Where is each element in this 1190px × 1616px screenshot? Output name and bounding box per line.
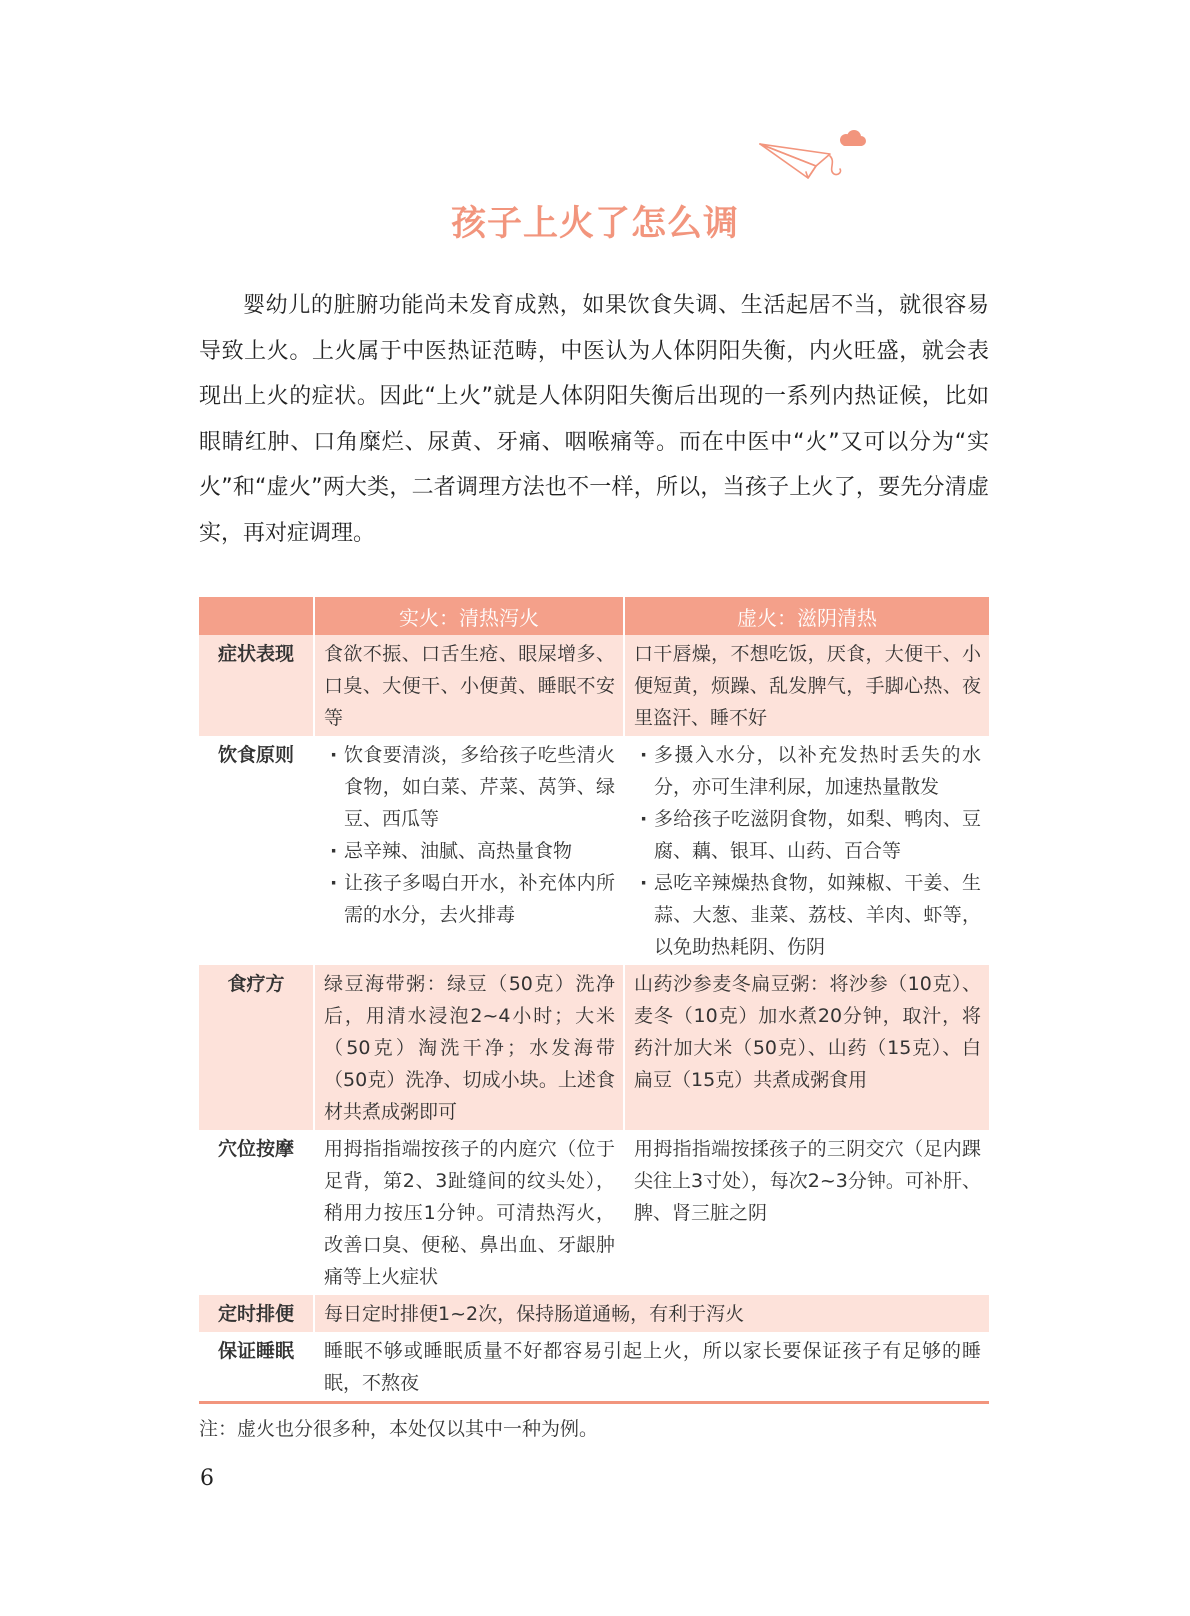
list-item: · 忌吃辛辣燥热食物，如辣椒、干姜、生蒜、大葱、韭菜、荔枝、羊肉、虾等，以免助热耗阴、伤阴 xyxy=(634,867,981,963)
row-label: 症状表现 xyxy=(199,635,314,736)
cell-shi-huo: 食欲不振、口舌生疮、眼屎增多、口臭、大便干、小便黄、睡眠不安等 xyxy=(314,635,624,736)
table-row-sleep xyxy=(199,1332,989,1403)
cloud-icon xyxy=(840,130,866,146)
list-item: · 忌辛辣、油腻、高热量食物 xyxy=(324,835,615,867)
header-xu-huo: 虚火：滋阴清热 xyxy=(624,597,989,635)
table-row-massage xyxy=(199,1130,989,1295)
footnote: 注：虚火也分很多种，本处仅以其中一种为例。 xyxy=(199,1418,599,1440)
row-label: 保证睡眠 xyxy=(217,1340,294,1362)
intro-text: 婴幼儿的脏腑功能尚未发育成熟，如果饮食失调、生活起居不当，就很容易导致上火。上火属于中医热证范畴，中医认为人体阴阳失衡，内火旺盛，就会表现出上火的症状。因此“上火”就是人体阴阳失衡后出现的一系列内热证候，比如眼睛红肿、口角糜烂、尿黄、牙痛、咽喉痛等。而在中医中“火”又可以分为“实火”和“虚火”两大类，二者调理方法也不一样，所以，当孩子上火了，要先分清虚实，再对症调理。 xyxy=(199,293,989,546)
list-item: · 多摄入水分，以补充发热时丢失的水分，亦可生津利尿，加速热量散发 xyxy=(634,739,981,803)
row-label: 穴位按摩 xyxy=(217,1138,294,1160)
comparison-table xyxy=(199,597,989,1404)
list-item: · 让孩子多喝白开水，补充体内所需的水分，去火排毒 xyxy=(324,867,615,931)
page-title: 孩子上火了怎么调 xyxy=(450,204,739,244)
table-row-symptoms xyxy=(199,635,989,736)
cell-merged: 每日定时排便1~2次，保持肠道通畅，有利于泻火 xyxy=(314,1295,989,1332)
list-item: · 饮食要清淡，多给孩子吃些清火食物，如白菜、芹菜、莴笋、绿豆、西瓜等 xyxy=(324,739,615,835)
intro-paragraph xyxy=(199,283,989,557)
table-header-row xyxy=(199,597,989,635)
row-label: 定时排便 xyxy=(199,1295,314,1332)
cell-xu-huo: 山药沙参麦冬扁豆粥：将沙参（10克）、麦冬（10克）加水煮20分钟，取汁，将药汁加大米（50克）、山药（15克）、白扁豆（15克）共煮成粥食用 xyxy=(624,965,989,1130)
list-item: · 多给孩子吃滋阴食物，如梨、鸭肉、豆腐、藕、银耳、山药、百合等 xyxy=(634,803,981,867)
table-row-recipe xyxy=(199,965,989,1130)
header-corner xyxy=(199,597,314,635)
cell-shi-huo xyxy=(314,736,624,965)
cell-xu-huo: 口干唇燥，不想吃饭，厌食，大便干、小便短黄，烦躁、乱发脾气，手脚心热、夜里盗汗、睡不好 xyxy=(624,635,989,736)
table-row-diet xyxy=(199,736,989,965)
cell-shi-huo: 用拇指指端按孩子的内庭穴（位于足背，第2、3趾缝间的纹头处），稍用力按压1分钟。可清热泻火，改善口臭、便秘、鼻出血、牙龈肿痛等上火症状 xyxy=(314,1130,624,1295)
row-label: 食疗方 xyxy=(199,965,314,1130)
page-number: 6 xyxy=(200,1466,214,1491)
paper-plane-icon xyxy=(758,128,868,190)
header-shi-huo: 实火：清热泻火 xyxy=(314,597,624,635)
cell-xu-huo xyxy=(624,736,989,965)
cell-merged: 睡眠不够或睡眠质量不好都容易引起上火，所以家长要保证孩子有足够的睡眠，不熬夜 xyxy=(314,1332,989,1403)
table-row-bowel xyxy=(199,1295,989,1332)
row-label: 饮食原则 xyxy=(217,744,294,766)
cell-shi-huo: 绿豆海带粥：绿豆（50克）洗净后，用清水浸泡2~4小时；大米（50克）淘洗干净；水发海带（50克）洗净、切成小块。上述食材共煮成粥即可 xyxy=(314,965,624,1130)
cell-xu-huo: 用拇指指端按揉孩子的三阴交穴（足内踝尖往上3寸处），每次2~3分钟。可补肝、脾、肾三脏之阴 xyxy=(624,1130,989,1295)
